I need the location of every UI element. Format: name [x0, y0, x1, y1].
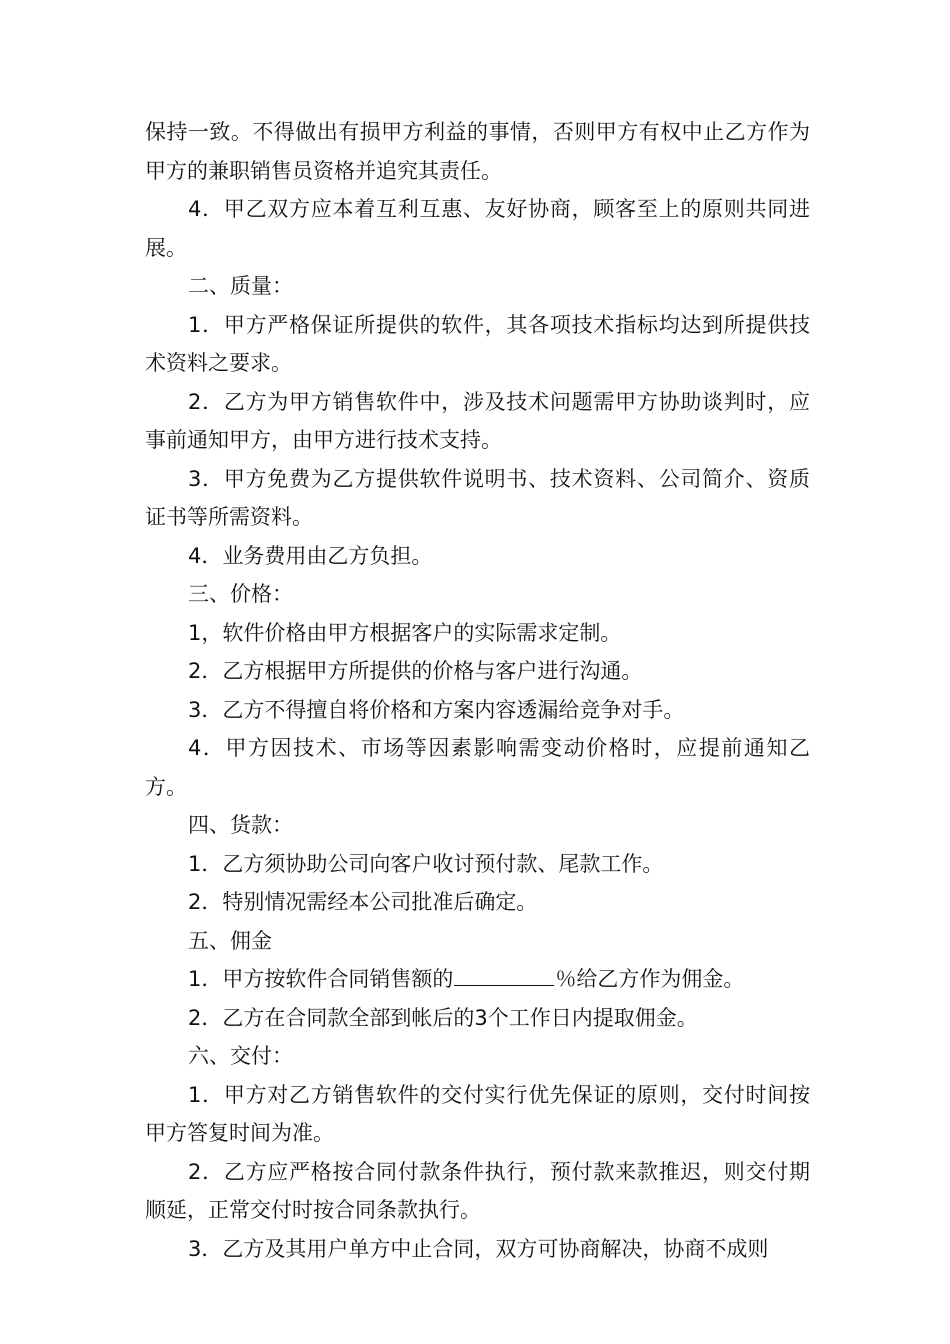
clause-delivery-3: 3．乙方及其用户单方中止合同，双方可协商解决，协商不成则 [188, 1236, 769, 1261]
clause-commission-1 [145, 960, 810, 999]
clause-commission-1-prefix: 1．甲方按软件合同销售额的 [188, 967, 454, 991]
document-body [145, 113, 810, 1268]
section-heading-payment: 四、货款： [188, 813, 293, 837]
clause-payment-1: 1．乙方须协助公司向客户收讨预付款、尾款工作。 [188, 851, 664, 876]
clause-quality-1: 1．甲方严格保证所提供的软件，其各项技术指标均达到所提供技术资料之要求。 [145, 312, 810, 375]
clause-price-3: 3．乙方不得擅自将价格和方案内容透漏给竞争对手。 [188, 697, 685, 722]
clause-quality-4: 4．业务费用由乙方负担。 [188, 543, 433, 568]
clause-commission-1-suffix: ％给乙方作为佣金。 [555, 967, 745, 991]
section-heading-commission: 五、佣金 [188, 928, 272, 953]
clause-price-2: 2．乙方根据甲方所提供的价格与客户进行沟通。 [188, 659, 643, 683]
clause-payment-2: 2．特别情况需经本公司批准后确定。 [188, 890, 538, 914]
clause-delivery-1: 1．甲方对乙方销售软件的交付实行优先保证的原则，交付时间按甲方答复时间为准。 [145, 1082, 810, 1145]
section-heading-price: 三、价格： [188, 582, 293, 606]
clause-quality-3: 3．甲方免费为乙方提供软件说明书、技术资料、公司简介、资质证书等所需资料。 [145, 466, 810, 529]
paragraph-continuation: 保持一致。不得做出有损甲方利益的事情，否则甲方有权中止乙方作为甲方的兼职销售员资格并追究其责任。 [145, 120, 810, 183]
clause-general-4: 4．甲乙双方应本着互利互惠、友好协商，顾客至上的原则共同进展。 [145, 197, 810, 260]
section-heading-quality: 二、质量： [188, 274, 293, 298]
clause-quality-2: 2．乙方为甲方销售软件中，涉及技术问题需甲方协助谈判时，应事前通知甲方，由甲方进行技术支持。 [145, 389, 810, 452]
clause-price-1: 1，软件价格由甲方根据客户的实际需求定制。 [188, 620, 622, 645]
commission-percent-blank [454, 965, 554, 986]
clause-price-4: 4．甲方因技术、市场等因素影响需变动价格时，应提前通知乙方。 [145, 736, 810, 799]
clause-delivery-2: 2．乙方应严格按合同付款条件执行，预付款来款推迟，则交付期顺延，正常交付时按合同条款执行。 [145, 1159, 810, 1222]
section-heading-delivery: 六、交付： [188, 1044, 293, 1068]
clause-commission-2: 2．乙方在合同款全部到帐后的3个工作日内提取佣金。 [188, 1005, 698, 1030]
